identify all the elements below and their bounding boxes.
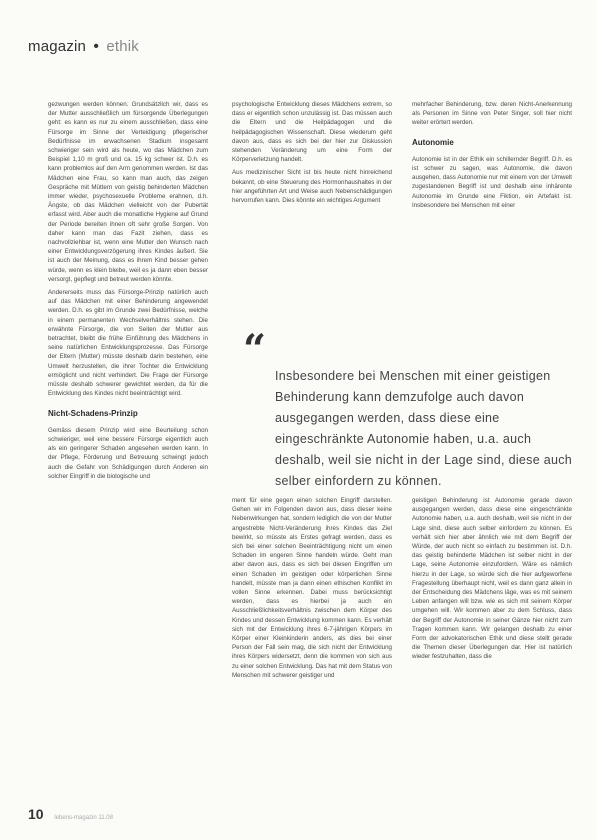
- separator: •: [93, 38, 99, 55]
- subheading-autonomie: Autonomie: [412, 137, 454, 147]
- subheading-nicht-schadens-prinzip: Nicht-Schadens-Prinzip: [48, 408, 138, 418]
- paragraph: Gemäss diesem Prinzip wird eine Beurteilung schon schwieriger, weil eine bessere Fürsorge eigentlich auch als ein geringerer Schaden angesehen werden kann. In der Pflege, Förderung und Betreuung schwingt jedoch auch die Gefahr von Schädigungen durch Anderen ein solcher Eingriff in die biologische und: [48, 426, 208, 480]
- section-name: magazin: [28, 38, 87, 55]
- column-3-top: [412, 100, 572, 214]
- page-number: 10: [28, 806, 44, 822]
- paragraph: mehrfacher Behinderung, bzw. deren Nicht-Anerkennung als Personen im Sinne von Peter Singer, soll hier nicht weiter erörtert werden.: [412, 101, 572, 127]
- pull-quote: Insbesondere bei Menschen mit einer geistigen Behinderung kann demzufolge auch davon ausgegangen werden, dass diese eine eingeschränkte Autonomie haben, u.a. auch deshalb, weil sie nicht in der Lage sind, diese auch selber einfordern zu können.: [275, 369, 573, 488]
- magazine-issue: lebens-magazin 11.08: [54, 815, 113, 821]
- section-header: [28, 38, 139, 55]
- section-topic: ethik: [106, 38, 139, 55]
- page-footer: [28, 806, 113, 822]
- column-1: [48, 100, 208, 485]
- column-2-bottom: [232, 496, 392, 684]
- paragraph: ment für eine gegen einen solchen Eingriff darstellen. Gehen wir im Folgenden davon aus, dass dieser keine Nebenwirkungen hat, sondern lediglich die von der Mutter angestrebte Nicht-Veränderung ihres Kindes das Ziel bewirkt, so müsste als Erstes gefragt werden, dass es sich bei einer solchen Beeinträchtigung nicht um einen Schaden im engeren Sinne handeln würde. Geht man aber davon aus, dass es sich bei diesen Eingriffen um einen Schaden im geistigen oder körperlichen Sinne handelt, müsste man ja dann einen ethischen Konflikt im vollen Sinne erkennen. Dabei muss berücksichtigt werden, dass es hierbei ja auch ein Ausschließlichkeitsverhältnis zwischen dem Körper des Kindes und dessen Entwicklung kommen kann. Es verhält sich mit der Entwicklung ihres 6-7-jährigen Körpers im Körper einer Kleinkinderin anders, als dies bei einer Person der Fall sein mag, die sich nicht der Entwicklung ihres Körpers widersetzt, denn die kommen von sich aus zu einer solchen Entwicklung. Das hat mit dem Status von Menschen mit schwerer geistiger und: [232, 497, 392, 679]
- column-3-bottom: [412, 496, 572, 666]
- column-2-top: [232, 100, 392, 209]
- paragraph: Aus medizinischer Sicht ist bis heute nicht hinreichend bekannt, ob eine Steuerung des Hormonhaushaltes in der hier angeführten Art und Weise auch Nebenschädigungen hervorrufen kann. Dies könnte ein wichtiges Argument: [232, 169, 392, 205]
- quote-mark-icon: “: [243, 326, 267, 373]
- paragraph: Andererseits muss das Fürsorge-Prinzip natürlich auch auf das Mädchen mit einer Behinderung angewendet werden. D.h. es gibt im Grunde zwei Bedürfnisse, welche in einem permanenten Wechselverhältnis stehen. Die erwähnte Fürsorge, die von Seiten der Mutter aus betrachtet, bleibt die frühe Einführung des Mädchens in seine natürlichen Entwicklungsprozesse. Das Fürsorge der Eltern (Mutter) müsste deshalb darin bestehen, eine Umwelt herzustellen, die ihrer Tochter die Entwicklung ermöglicht und nicht verhindert. Die Frage der Fürsorge müsste deshalb schwerer gewichtet werden, da für die Entwicklung des Kindes nicht beeinträchtigt wird.: [48, 289, 208, 398]
- paragraph: Autonomie ist in der Ethik ein schillernder Begriff. D.h. es ist schwer zu sagen, was Autonomie, die davon ausgehen, dass Autonomie nur mit einem von der Umwelt zugestandenen Begriff ist und deshalb eine inhärente Autonomie im Grunde eine Fiktion, ein Artefakt ist. Insbesondere bei Menschen mit einer: [412, 155, 572, 209]
- paragraph: geistigen Behinderung ist Autonomie gerade davon ausgegangen werden, dass diese eine eingeschränkte Autonomie haben, u.a. auch deshalb, weil sie nicht in der Lage sind, diese auch selber einfordern zu können. Es verhält sich hier aber ähnlich wie mit dem Begriff der Würde, der auch nicht so einfach zu bestimmen ist. D.h. das geistig behinderte Mädchen ist selber nicht in der Lage, seine Autonomie einzufordern. Wäre es nämlich hierzu in der Lage, so würde sich die hier aufgeworfene Fragestellung überhaupt nicht, weil es dann ganz allein in der Entscheidung des Mädchens läge, was es mit seinem Leben anfangen will bzw. wie es sich mit seinem Körper umgehen will. Wir kommen aber zu dem Schluss, dass der Begriff der Autonomie in seiner Gänze hier nicht zum Tragen kommen kann. Wir gelangen deshalb zu einer Form der advokatorischen Ethik und diese stellt gerade die Themen dieser Überlegungen dar. Hier ist natürlich wieder festzuhalten, dass die: [412, 497, 572, 661]
- paragraph: gezwungen werden können. Grundsätzlich wir, dass es der Mutter ausschließlich um fürsorgende Überlegungen geht: es kann es nur zu einem ausschließen, dass eine Fürsorge im Sinne der Verteidigung pflegerischer Bedürfnisse im erwachsenen Stadium insgesamt schwieriger sein wird als heute, wo das Mädchen zum Beispiel 1,10 m groß und ca. 15 kg schwer ist. D.h. es kann problemlos auf den Arm genommen werden. Ist das Mädchen eine Frau, so kann man auch, das zeigen Gespräche mit Müttern von geistig behinderten Mädchen immer wieder, psychosexuelle Probleme erahnen, d.h. Ängste, ob das Mädchen vielleicht von der Pubertät erfasst wird. Aber auch die monatliche Hygiene auf Grund der Periode bereiten ihnen oft sehr große Sorgen. Von daher kann man das Fazit ziehen, dass es nachvollziehbar ist, wenn eine Mutter den Wunsch nach einer Entwicklungsverzögerung ihres Kindes äußert. Sie ist auch der Meinung, dass es ihrem Kind besser gehen würde, wenn es klein bleibe, weil es ja dann eben besser versorgt, gepflegt und betreut werden könnte.: [48, 101, 208, 283]
- paragraph: psychologische Entwicklung dieses Mädchens extrem, so dass er eigentlich schon unzulässig ist. Das müssen auch die Eltern und die Heilpädagogen und die heilpädagogischen Wissenschaft. Diese wiederum geht davon aus, dass es sich bei der hier zur Diskussion stehenden Veränderung um eine Form der Körperverletzung handelt.: [232, 101, 392, 164]
